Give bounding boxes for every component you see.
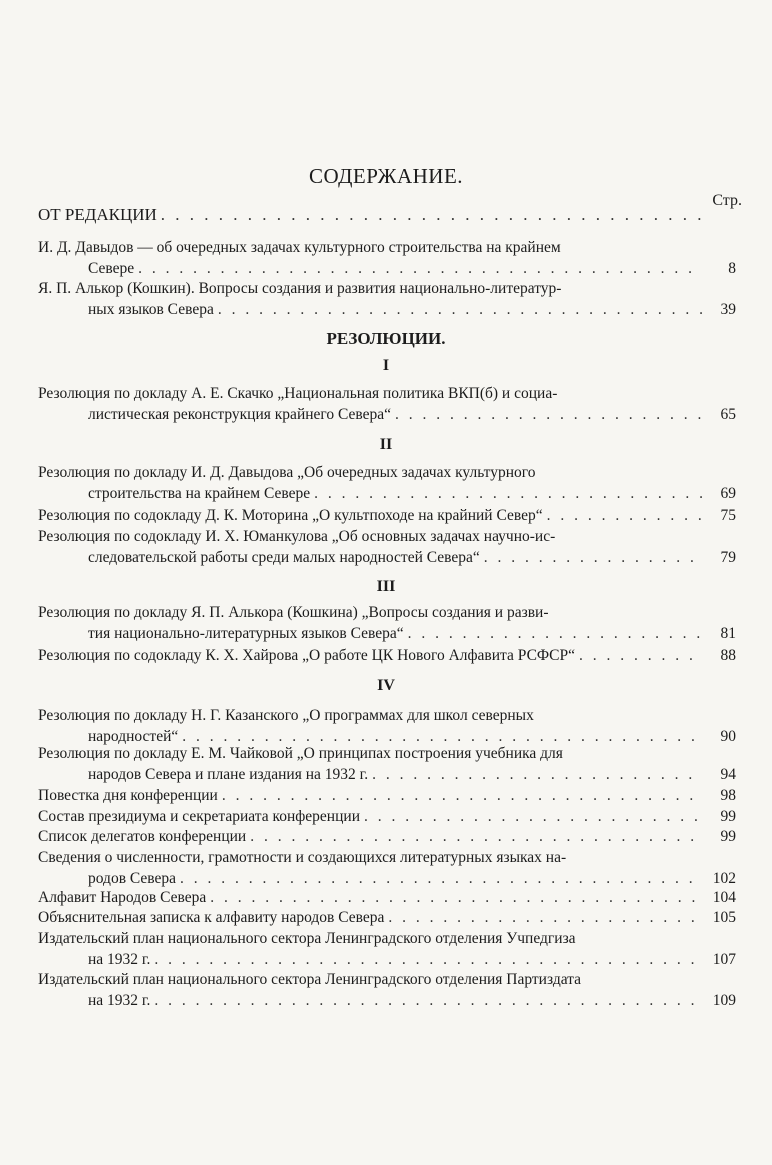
page-column-label: Стр. — [712, 192, 742, 209]
entry-title-cont: ных языков Севера — [88, 301, 214, 318]
entry-page: 69 — [720, 485, 736, 502]
dot-leader — [218, 299, 702, 320]
entry-page: 105 — [712, 909, 736, 926]
entry-title-cont: народностей“ — [88, 728, 179, 745]
dot-leader — [210, 887, 702, 908]
entry-title: Повестка дня конференции — [38, 787, 218, 804]
toc-entry — [38, 969, 736, 1011]
dot-leader — [395, 404, 702, 425]
entry-title-line: Резолюция по докладу А. Е. Скачко „Национальная политика ВКП(б) и социа- — [38, 385, 558, 402]
entry-page: 65 — [720, 406, 736, 423]
entry-title-line: Резолюция по докладу Я. П. Алькора (Кошкина) „Вопросы создания и разви- — [38, 604, 549, 621]
entry-title: Резолюция по содокладу Д. К. Моторина „О культпоходе на крайний Север“ — [38, 507, 543, 524]
group-numeral: III — [376, 578, 396, 595]
toc-entry — [38, 237, 736, 279]
entry-title: Состав президиума и секретариата конференции — [38, 808, 360, 825]
entry-title-cont: листическая реконструкция крайнего Севера“ — [88, 406, 392, 423]
toc-entry — [38, 785, 736, 806]
toc-entry — [38, 705, 736, 747]
dot-leader — [154, 990, 702, 1011]
entry-page: 104 — [712, 889, 736, 906]
dot-leader — [408, 623, 702, 644]
toc-entry — [38, 907, 736, 928]
toc-entry — [38, 887, 736, 908]
entry-page: 99 — [720, 828, 736, 845]
toc-entry — [38, 505, 736, 526]
entry-title-line: Я. П. Алькор (Кошкин). Вопросы создания и развития национально-литератур- — [38, 280, 562, 297]
entry-page: 107 — [712, 951, 736, 968]
dot-leader — [372, 764, 702, 785]
group-numeral: II — [379, 436, 393, 453]
dot-leader — [180, 868, 702, 889]
entry-title: Резолюция по содокладу К. Х. Хайрова „О работе ЦК Нового Алфавита РСФСР“ — [38, 647, 575, 664]
dot-leader — [579, 645, 702, 666]
entry-page: 81 — [720, 625, 736, 642]
entry-page: 94 — [720, 766, 736, 783]
toc-entry — [38, 526, 736, 568]
entry-title: Объяснительная записка к алфавиту народов Севера — [38, 909, 385, 926]
entry-title-cont: на 1932 г. — [88, 951, 151, 968]
entry-page: 98 — [720, 787, 736, 804]
dot-leader — [161, 204, 702, 225]
entry-page: 8 — [728, 260, 736, 277]
entry-title-line: Издательский план национального сектора Ленинградского отделения Учпедгиза — [38, 930, 576, 947]
entry-title-line: Издательский план национального сектора Ленинградского отделения Партиздата — [38, 971, 582, 988]
group-numeral: IV — [377, 677, 395, 694]
entry-title-cont: следовательской работы среди малых народностей Севера“ — [88, 549, 480, 566]
toc-entry — [38, 743, 736, 785]
dot-leader — [222, 785, 702, 806]
dot-leader — [138, 258, 702, 279]
dot-leader — [388, 907, 702, 928]
dot-leader — [547, 505, 702, 526]
entry-title-line: Сведения о численности, грамотности и создающихся литературных языках на- — [38, 849, 567, 866]
entry-page: 102 — [712, 870, 736, 887]
toc-entry — [38, 602, 736, 644]
toc-entry — [38, 645, 736, 666]
toc-entry — [38, 847, 736, 889]
entry-page: 90 — [720, 728, 736, 745]
entry-page: 75 — [720, 507, 736, 524]
dot-leader — [250, 826, 702, 847]
entry-title-cont: Севере — [88, 260, 135, 277]
entry-title-cont: тия национально-литературных языков Севера“ — [88, 625, 404, 642]
entry-page: 39 — [720, 301, 736, 318]
entry-title: Список делегатов конференции — [38, 828, 247, 845]
toc-entry — [38, 462, 736, 504]
toc-entry — [38, 826, 736, 847]
toc-entry-preface — [38, 204, 736, 225]
page-title: СОДЕРЖАНИЕ. — [308, 164, 464, 188]
toc-entry — [38, 383, 736, 425]
entry-page: 99 — [720, 808, 736, 825]
dot-leader — [484, 547, 702, 568]
entry-title-cont: строительства на крайнем Севере — [88, 485, 311, 502]
entry-title: Алфавит Народов Севера — [38, 889, 207, 906]
entry-title-line: Резолюция по содокладу И. Х. Юманкулова „Об основных задачах научно-ис- — [38, 528, 556, 545]
entry-title-line: Резолюция по докладу Н. Г. Казанского „О программах для школ северных — [38, 707, 534, 724]
resolutions-heading: РЕЗОЛЮЦИИ. — [326, 329, 446, 348]
dot-leader — [314, 483, 702, 504]
group-numeral: I — [382, 357, 390, 374]
entry-page: 109 — [712, 992, 736, 1009]
entry-title-line: И. Д. Давыдов — об очередных задачах культурного строительства на крайнем — [38, 239, 561, 256]
toc-entry — [38, 928, 736, 970]
dot-leader — [364, 806, 702, 827]
entry-page: 79 — [720, 549, 736, 566]
entry-title-line: Резолюция по докладу Е. М. Чайковой „О принципах построения учебника для — [38, 745, 563, 762]
dot-leader — [154, 949, 702, 970]
entry-title: ОТ РЕДАКЦИИ — [38, 205, 157, 224]
entry-title-cont: родов Севера — [88, 870, 177, 887]
entry-page: 88 — [720, 647, 736, 664]
toc-entry — [38, 278, 736, 320]
entry-title-line: Резолюция по докладу И. Д. Давыдова „Об очередных задачах культурного — [38, 464, 536, 481]
entry-title-cont: народов Севера и плане издания на 1932 г. — [88, 766, 369, 783]
entry-title-cont: на 1932 г. — [88, 992, 151, 1009]
toc-entry — [38, 806, 736, 827]
